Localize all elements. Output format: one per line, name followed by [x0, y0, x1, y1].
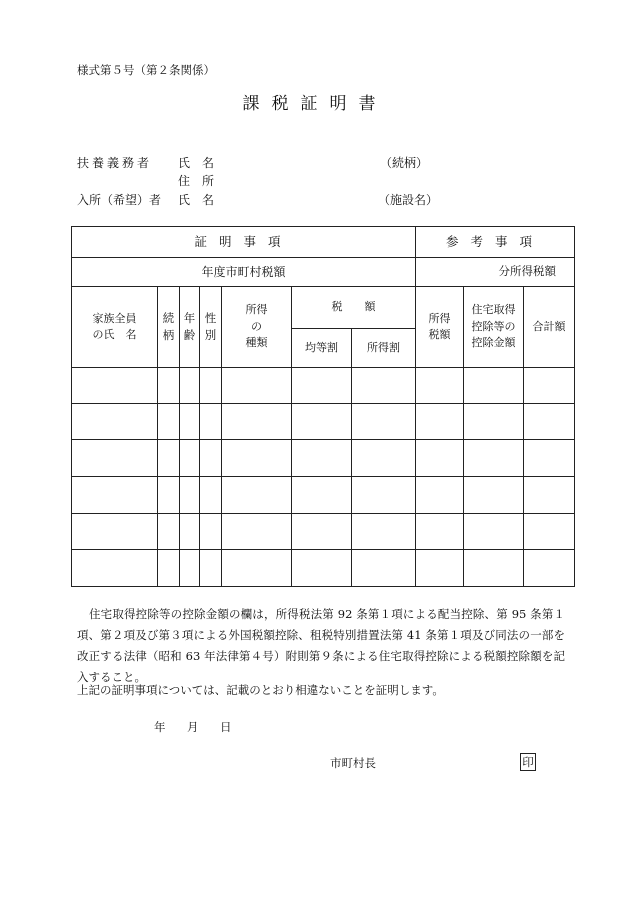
table-row: [72, 514, 575, 550]
supporter-address-label: 住 所: [178, 174, 215, 188]
relationship-label: （続柄）: [380, 156, 429, 170]
col-sex-line2: 別: [204, 328, 217, 342]
table-row: [72, 477, 575, 514]
col-relationship-line2: 柄: [162, 328, 175, 342]
col-total: 合計額: [524, 287, 575, 368]
document-title: 課税証明書: [242, 94, 388, 114]
col-relationship: [158, 287, 180, 368]
date-year-label: 年: [154, 720, 166, 734]
municipal-tax-year-header: 年度市町村税額: [72, 258, 416, 287]
table-row: [72, 550, 575, 587]
col-family-name-line1: 家族全員: [92, 311, 137, 325]
seal-mark: 印: [520, 753, 536, 771]
col-income-type: [222, 287, 292, 368]
income-tax-year-header: 分所得税額: [416, 258, 575, 287]
col-income-type-line1: 所得: [245, 303, 268, 317]
col-income-type-line2: の: [251, 319, 262, 333]
date-day-label: 日: [220, 720, 232, 734]
form-number: 様式第５号（第２条関係）: [77, 63, 215, 77]
col-sex-line1: 性: [204, 310, 217, 325]
col-income-tax: [416, 287, 464, 368]
supporter-name-label: 氏 名: [178, 156, 215, 170]
section-reference-header: 参考事項: [416, 227, 575, 258]
col-age-line1: 年: [183, 310, 196, 325]
col-per-capita: 均等割: [292, 329, 352, 368]
col-housing-deduction: [464, 287, 524, 368]
col-housing-line2: 控除等の: [471, 319, 516, 333]
col-relationship-line1: 続: [162, 310, 175, 325]
col-income-levy: 所得割: [352, 329, 416, 368]
mayor-label: 市町村長: [330, 756, 376, 770]
table-row: [72, 404, 575, 440]
date-month-label: 月: [187, 720, 199, 734]
supporter-label: 扶養義務者: [77, 156, 153, 170]
table-row: [72, 368, 575, 404]
certification-statement: 上記の証明事項については、記載のとおり相違ないことを証明します。: [77, 683, 444, 697]
col-income-tax-line1: 所得: [428, 311, 451, 325]
section-certification-header: 証明事項: [72, 227, 416, 258]
col-sex: [200, 287, 222, 368]
col-age: [180, 287, 200, 368]
col-family-name-line2: の氏 名: [92, 328, 137, 341]
col-housing-line3: 控除金額: [471, 336, 516, 350]
table-row: [72, 440, 575, 477]
col-income-type-line3: 種類: [245, 336, 268, 350]
deduction-note: 住宅取得控除等の控除金額の欄は，所得税法第 92 条第１項による配当控除、第 95 条第１項、第２項及び第３項による外国税額控除、租税特別措置法第 41 条第１項及び同法の一部を改正する法律（昭和 63 年法律第４号）附則第９条による住宅取得控除による税額控除額を記入すること。: [77, 607, 565, 684]
resident-name-label: 氏 名: [178, 193, 215, 207]
col-age-line2: 齢: [183, 328, 196, 342]
col-income-tax-line2: 税額: [428, 328, 451, 341]
tax-certificate-table: [71, 226, 575, 587]
facility-label: （施設名）: [378, 193, 439, 207]
resident-label: 入所（希望）者: [77, 193, 162, 207]
col-tax-amount: 税 額: [292, 287, 416, 329]
col-family-name: [72, 287, 158, 368]
col-housing-line1: 住宅取得: [471, 303, 516, 317]
